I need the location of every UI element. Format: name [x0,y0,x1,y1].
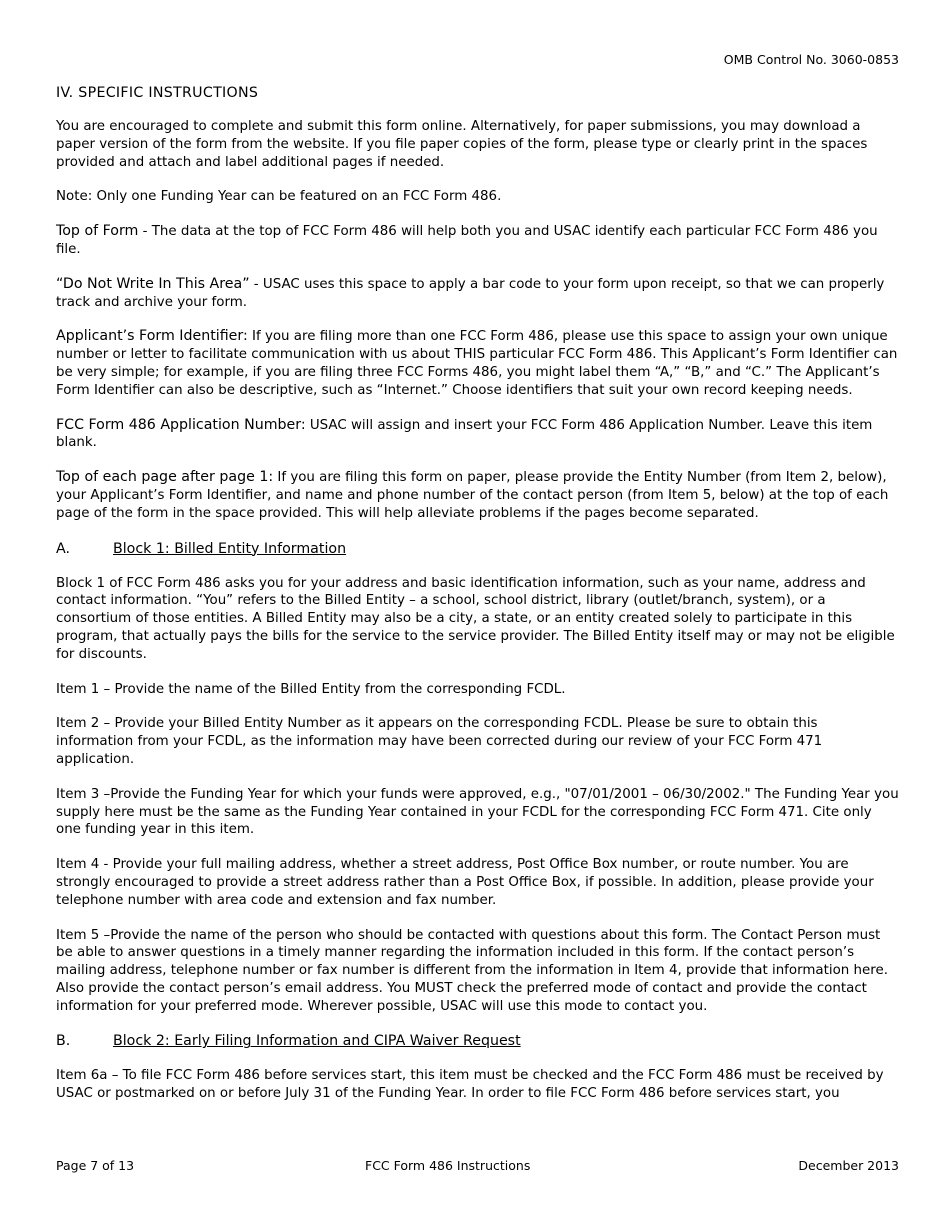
top-of-each-page-paragraph [56,469,899,522]
paragraph-body: If you are filing this form on paper, please provide the Entity Number (from Item 2, below), your Applicant’s Form Identifier, and name and phone number of the contact person (from Item 5, below) at the top of each page of the form in the space provided. This will help alleviate problems if the pages become separated. [56,470,889,521]
paragraph-lead: Top of each page after page 1: [56,469,274,486]
top-of-form-paragraph [56,223,899,259]
block1-intro: Block 1 of FCC Form 486 asks you for your address and basic identification information, such as your name, address and contact information. “You” refers to the Billed Entity – a school, school district, library (outlet/branch, system), or a consortium of those entities. A Billed Entity may also be a city, a state, or an entity created solely to participate in this program, that actually pays the bills for the service to the service provider. The Billed Entity itself may or may not be eligible for discounts. [56,575,895,662]
application-number-paragraph [56,417,899,453]
paragraph-body: - The data at the top of FCC Form 486 will help both you and USAC identify each particular FCC Form 486 you file. [56,224,878,257]
form-identifier-paragraph [56,328,899,399]
intro-paragraph: You are encouraged to complete and submit this form online. Alternatively, for paper submissions, you may download a paper version of the form from the website. If you file paper copies of the form, please type or clearly print in the spaces provided and attach and label additional pages if needed. [56,119,868,170]
omb-control-number: OMB Control No. 3060-0853 [723,52,899,67]
paragraph-lead: Top of Form [56,223,139,240]
paragraph-lead: Applicant’s Form Identifier: [56,328,248,345]
page-number: Page 7 of 13 [56,1158,135,1173]
item-5: Item 5 –Provide the name of the person who should be contacted with questions about this form. The Contact Person must be able to answer questions in a timely manner regarding the information included in this form. If the contact person’s mailing address, telephone number or fax number is different from the information in Item 4, provide that information here. Also provide the contact person’s email address. You MUST check the preferred mode of contact and provide the contact information for your preferred mode. Wherever possible, USAC will use this mode to contact you. [56,927,888,1014]
document-date: December 2013 [798,1158,899,1173]
paragraph-body: USAC will assign and insert your FCC Form 486 Application Number. Leave this item blank. [56,417,873,451]
section-b-heading [56,1032,899,1050]
note-paragraph: Note: Only one Funding Year can be featured on an FCC Form 486. [56,189,502,205]
paragraph-lead: FCC Form 486 Application Number: [56,416,306,433]
document-title: FCC Form 486 Instructions [365,1158,531,1173]
document-page [56,0,899,1230]
item-2: Item 2 – Provide your Billed Entity Number as it appears on the corresponding FCDL. Please be sure to obtain this information from your FCDL, as the information may have been corrected during our review of your FCC Form 471 application. [56,716,823,767]
section-letter: B. [56,1033,71,1050]
section-a-heading [56,540,899,558]
section-title: Block 2: Early Filing Information and CIPA Waiver Request [113,1033,521,1050]
section-heading: IV. SPECIFIC INSTRUCTIONS [56,85,259,101]
item-6a: Item 6a – To file FCC Form 486 before services start, this item must be checked and the FCC Form 486 must be received by USAC or postmarked on or before July 31 of the Funding Year. In order to file FCC Form 486 before services start, you [56,1068,884,1102]
paragraph-lead: “Do Not Write In This Area” [56,275,250,292]
do-not-write-paragraph [56,276,899,312]
document-body [56,84,899,1120]
item-3: Item 3 –Provide the Funding Year for which your funds were approved, e.g., "07/01/2001 – 06/30/2002." The Funding Year you supply here must be the same as the Funding Year contained in your FCDL for the corresponding FCC Form 471. Cite only one funding year in this item. [56,786,899,838]
paragraph-body: - USAC uses this space to apply a bar code to your form upon receipt, so that we can properly track and archive your form. [56,276,885,310]
paragraph-body: If you are filing more than one FCC Form 486, please use this space to assign your own unique number or letter to facilitate communication with us about THIS particular FCC Form 486. This Applicant’s Form Identifier can be very simple; for example, if you are filing three FCC Forms 486, you might label them “A,” “B,” and “C.” The Applicant’s Form Identifier can also be descriptive, such as “Internet.” Choose identifiers that suit your own record keeping needs. [56,329,898,398]
section-title: Block 1: Billed Entity Information [113,540,347,557]
item-4: Item 4 - Provide your full mailing address, whether a street address, Post Office Box number, or route number. You are strongly encouraged to provide a street address rather than a Post Office Box, if possible. In addition, please provide your telephone number with area code and extension and fax number. [56,857,874,908]
section-letter: A. [56,540,70,557]
item-1: Item 1 – Provide the name of the Billed Entity from the corresponding FCDL. [56,681,566,697]
